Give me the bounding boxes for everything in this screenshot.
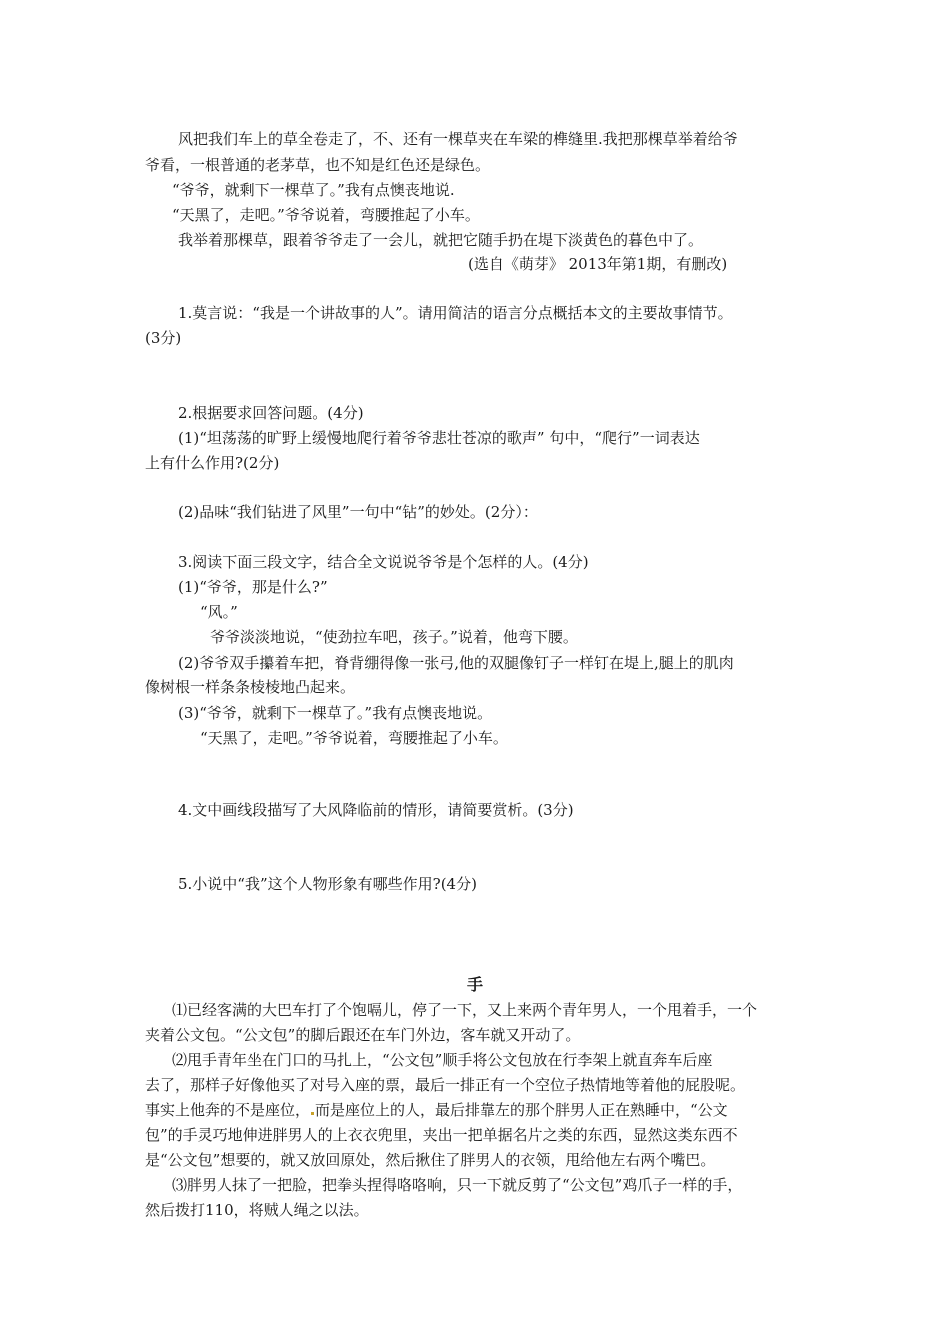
passage2-line xyxy=(145,1100,728,1120)
passage2-line-part: 事实上他奔的不是座位， xyxy=(145,1101,311,1119)
passage2-line-part: 而是座位上的人，最后排靠左的那个胖男人正在熟睡中，“公文 xyxy=(315,1101,728,1119)
question-3-p3: “天黑了，走吧。”爷爷说着，弯腰推起了小车。 xyxy=(200,729,508,747)
passage2-line: 是“公文包”想要的，就又放回原处，然后揪住了胖男人的衣领，甩给他左右两个嘴巴。 xyxy=(145,1151,716,1169)
passage2-line: 去了，那样子好像他买了对号入座的票，最后一排正有一个空位子热情地等着他的屁股呢。 xyxy=(145,1076,746,1094)
question-3-p1: 爷爷淡淡地说，“使劲拉车吧，孩子。”说着，他弯下腰。 xyxy=(210,628,578,646)
question-2-sub2: (2)品味“我们钻进了风里”一句中“钻”的妙处。(2分）： xyxy=(178,503,538,521)
passage2-line: 包”的手灵巧地伸进胖男人的上衣衣兜里，夹出一把单据名片之类的东西，显然这类东西不 xyxy=(145,1126,738,1144)
passage1-source: (选自《萌芽》 2013年第1期，有删改) xyxy=(468,255,728,273)
passage1-line: “天黑了，走吧。”爷爷说着，弯腰推起了小车。 xyxy=(172,206,480,224)
passage2-line: 夹着公文包。“公文包”的脚后跟还在车门外边，客车就又开动了。 xyxy=(145,1026,581,1044)
passage1-line: “爷爷，就剩下一棵草了。”我有点懊丧地说. xyxy=(172,181,455,199)
passage1-line: 爷看，一根普通的老茅草，也不知是红色还是绿色。 xyxy=(145,156,491,174)
question-3-p3: (3)“爷爷，就剩下一棵草了。”我有点懊丧地说。 xyxy=(178,704,493,722)
question-3-p2: 像树根一样条条棱棱地凸起来。 xyxy=(145,678,356,696)
question-5: 5.小说中“我”这个人物形象有哪些作用?(4分) xyxy=(178,875,477,893)
passage1-line: 风把我们车上的草全卷走了，不、还有一棵草夹在车梁的榫缝里.我把那棵草举着给爷 xyxy=(178,130,738,148)
passage1-line: 我举着那棵草，跟着爷爷走了一会儿，就把它随手扔在堤下淡黄色的暮色中了。 xyxy=(178,231,704,249)
question-1-points: (3分) xyxy=(145,329,182,347)
question-2-sub1-cont: 上有什么作用?(2分) xyxy=(145,454,280,472)
question-2-sub1: (1)“坦荡荡的旷野上缓慢地爬行着爷爷悲壮苍凉的歌声” 句中，“爬行”一词表达 xyxy=(178,429,700,447)
passage2-line: ⑵甩手青年坐在门口的马扎上，“公文包”顺手将公文包放在行李架上就直奔车后座 xyxy=(172,1051,713,1069)
passage2-title: 手 xyxy=(466,975,483,994)
question-3-p1: “风。” xyxy=(200,603,238,621)
passage2-line: ⑴已经客满的大巴车打了个饱嗝儿，停了一下，又上来两个青年男人，一个甩着手，一个 xyxy=(172,1001,758,1019)
stray-mark xyxy=(311,1112,314,1115)
question-4: 4.文中画线段描写了大风降临前的情形，请简要赏析。(3分) xyxy=(178,801,574,819)
question-3-p2: (2)爷爷双手攥着车把，脊背绷得像一张弓,他的双腿像钉子一样钉在堤上,腿上的肌肉 xyxy=(178,654,734,672)
passage2-line: 然后拨打110，将贼人绳之以法。 xyxy=(145,1201,369,1219)
question-3-title: 3.阅读下面三段文字，结合全文说说爷爷是个怎样的人。(4分) xyxy=(178,553,589,571)
question-2-title: 2.根据要求回答问题。(4分) xyxy=(178,404,364,422)
question-1: 1.莫言说：“我是一个讲故事的人”。请用简洁的语言分点概括本文的主要故事情节。 xyxy=(178,304,733,322)
passage2-line: ⑶胖男人抹了一把脸，把拳头捏得咯咯响，只一下就反剪了“公文包”鸡爪子一样的手， xyxy=(172,1176,743,1194)
question-3-p1: (1)“爷爷，那是什么?” xyxy=(178,578,328,596)
